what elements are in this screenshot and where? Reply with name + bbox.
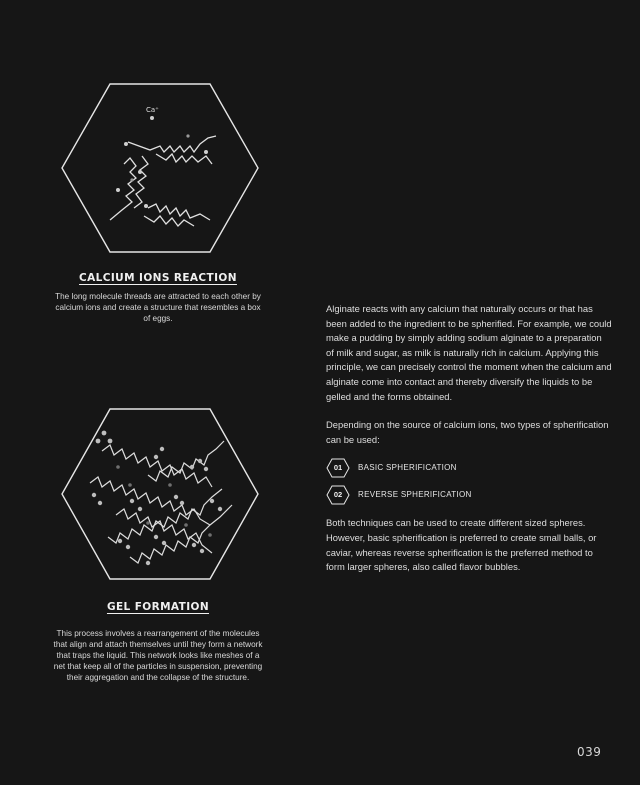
gel-formation-diagram xyxy=(60,405,260,583)
gel-formation-caption: This process involves a rearrangement of the molecules that align and attach themselves until they form a network that traps the liquid. This network looks like meshes of a net that keep all of the particles in suspension, preventing their aggregation and the collapse of the structure. xyxy=(53,629,263,682)
body-paragraph-3: Both techniques can be used to create different sized spheres. However, basic spherification is preferred to create small balls, or caviar, whereas reverse spherification is the preferred method to form larger spheres, also called flavor bubbles. xyxy=(326,517,597,573)
list-item xyxy=(326,481,612,508)
body-paragraph-2: Depending on the source of calcium ions, two types of spherification can be used: xyxy=(326,419,609,445)
hexagon-number-badge xyxy=(326,485,350,505)
gel-formation-title: GEL FORMATION xyxy=(106,601,210,613)
hexagon-number-badge xyxy=(326,458,350,478)
body-paragraph-1: Alginate reacts with any calcium that naturally occurs or that has been added to the ingredient to be spherified. For example, we could make a pudding by simply adding sodium alginate to a preparation of milk and sugar, as milk is naturally rich in calcium. Applying this principle, we can precisely control the moment when the calcium and alginate come into contact and thereby diversify the liquids to be gelled and the forms obtained. xyxy=(326,303,612,402)
technique-number: 01 xyxy=(333,462,343,472)
calcium-ions-diagram xyxy=(60,80,260,256)
technique-number: 02 xyxy=(333,489,343,499)
calcium-ions-title: CALCIUM IONS REACTION xyxy=(79,272,237,284)
calcium-ion-label: Ca⁺ xyxy=(146,106,159,114)
list-item xyxy=(326,454,612,481)
page-number: 039 xyxy=(577,745,602,759)
calcium-ions-caption: The long molecule threads are attracted to each other by calcium ions and create a structure that resembles a box of eggs. xyxy=(55,292,261,323)
main-text-column xyxy=(326,302,612,575)
technique-label: REVERSE SPHERIFICATION xyxy=(358,489,472,499)
technique-label: BASIC SPHERIFICATION xyxy=(358,462,457,472)
technique-list xyxy=(326,454,612,508)
